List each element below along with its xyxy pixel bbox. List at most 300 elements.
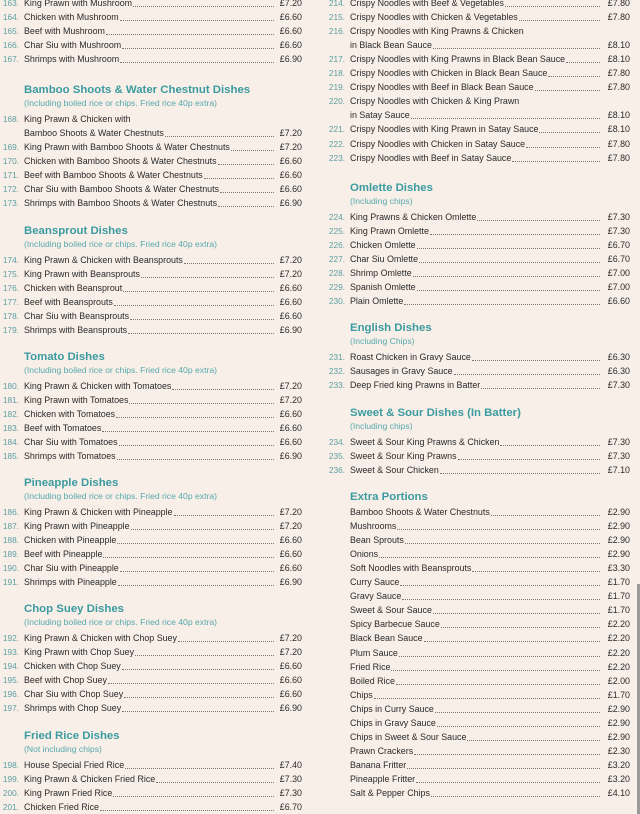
dot-leader (435, 712, 600, 713)
item-number: 172. (2, 184, 19, 195)
section-subtitle: (Including boiled rice or chips. Fried rice 40p extra) (24, 98, 217, 108)
item-price: £2.30 (607, 745, 630, 756)
item-name: Shrimps with Tomatoes (24, 451, 116, 462)
item-number: 225. (328, 226, 345, 237)
menu-item (0, 421, 302, 435)
menu-item (326, 38, 630, 52)
dot-leader (472, 571, 600, 572)
menu-item (326, 266, 630, 280)
item-name: Crispy Noodles with Chicken in Black Bean Sauce (350, 68, 548, 79)
menu-item (0, 168, 302, 182)
dot-leader (122, 48, 274, 49)
dot-leader (135, 655, 274, 656)
item-number: 218. (328, 68, 345, 79)
item-price: £6.90 (279, 325, 302, 336)
item-number: 184. (2, 437, 19, 448)
item-price: £6.60 (279, 40, 302, 51)
item-name: Banana Fritter (350, 759, 407, 770)
dot-leader (100, 810, 274, 811)
menu-item (0, 154, 302, 168)
item-price: £6.60 (279, 535, 302, 546)
menu-item (0, 687, 302, 701)
item-name: Chicken Omlette (350, 240, 416, 251)
menu-item (326, 378, 630, 392)
menu-item (326, 108, 630, 122)
item-name: Char Siu Omlette (350, 254, 419, 265)
item-name: Chips in Sweet & Sour Sauce (350, 731, 467, 742)
item-number: 186. (2, 507, 19, 517)
item-price: £7.30 (607, 226, 630, 237)
item-number: 179. (2, 325, 19, 336)
item-price: £7.20 (279, 142, 302, 153)
section-title: English Dishes (350, 322, 432, 334)
item-price: £6.60 (279, 170, 302, 181)
item-number: 215. (328, 12, 345, 23)
dot-leader (437, 726, 600, 727)
dot-leader (467, 740, 600, 741)
dot-leader (129, 403, 274, 404)
menu-item (0, 10, 302, 24)
dot-leader (526, 147, 600, 148)
item-number: 175. (2, 269, 19, 280)
item-name: Bamboo Shoots & Water Chestnuts (24, 128, 164, 139)
dot-leader (172, 389, 274, 390)
dot-leader (122, 669, 274, 670)
item-name: King Prawn with Mushroom (24, 0, 133, 8)
item-price: £7.30 (279, 788, 302, 799)
section-subtitle: (Including boiled rice or chips. Fried rice 40p extra) (24, 617, 217, 627)
menu-item (0, 0, 302, 10)
item-number: 166. (2, 40, 19, 51)
dot-leader (535, 90, 600, 91)
dot-leader (184, 263, 274, 264)
item-price: £1.70 (607, 591, 630, 602)
item-name: Prawn Crackers (350, 745, 414, 756)
dot-leader (433, 48, 600, 49)
menu-item (0, 38, 302, 52)
menu-item (326, 463, 630, 477)
item-price: £7.00 (607, 268, 630, 279)
dot-leader (424, 641, 600, 642)
item-number: 219. (328, 82, 345, 93)
dot-leader (117, 543, 274, 544)
item-price: £6.70 (607, 240, 630, 251)
dot-leader (128, 333, 274, 334)
dot-leader (133, 6, 274, 7)
dot-leader (156, 782, 274, 783)
item-number: 189. (2, 549, 19, 560)
item-price: £2.20 (607, 633, 630, 644)
dot-leader (131, 529, 274, 530)
item-number: 181. (2, 395, 19, 406)
dot-leader (118, 585, 274, 586)
item-name: Chicken with Bamboo Shoots & Water Chestnuts (24, 156, 217, 167)
dot-leader (113, 796, 274, 797)
dot-leader (402, 599, 600, 600)
item-price: £3.20 (607, 773, 630, 784)
item-name: Crispy Noodles with Beef in Satay Sauce (350, 152, 512, 163)
dot-leader (218, 164, 274, 165)
item-price: £6.60 (279, 675, 302, 686)
item-price: £8.10 (607, 40, 630, 51)
item-price: £6.90 (279, 703, 302, 714)
item-name: Black Bean Sauce (350, 633, 423, 644)
item-price: £7.20 (279, 507, 302, 517)
item-number: 234. (328, 437, 345, 447)
menu-item (326, 547, 630, 561)
dot-leader (116, 417, 274, 418)
dot-leader (419, 262, 600, 263)
item-price: £7.30 (607, 451, 630, 462)
menu-item (0, 196, 302, 210)
dot-leader (454, 374, 600, 375)
item-name: King Prawn with Tomatoes (24, 395, 129, 406)
item-name: King Prawn with Beansprouts (24, 269, 140, 280)
item-name: Crispy Noodles with Chicken & King Prawn (350, 96, 520, 107)
section-title: Tomato Dishes (24, 351, 105, 363)
item-price: £6.60 (279, 423, 302, 434)
menu-item (326, 688, 630, 702)
section-title: Sweet & Sour Dishes (In Batter) (350, 407, 521, 419)
menu-item (326, 744, 630, 758)
item-name: in Black Bean Sauce (350, 40, 432, 51)
menu-item (326, 0, 630, 10)
menu-item (0, 561, 302, 575)
item-price: £7.80 (607, 82, 630, 93)
dot-leader (458, 459, 600, 460)
menu-item (326, 758, 630, 772)
dot-leader (413, 276, 600, 277)
item-name: Shrimps with Chop Suey (24, 703, 122, 714)
item-name: Chicken with Tomatoes (24, 409, 116, 420)
menu-item (326, 646, 630, 660)
menu-item (0, 393, 302, 407)
menu-item (0, 435, 302, 449)
item-price: £2.90 (607, 521, 630, 532)
item-name: Char Siu with Chop Suey (24, 689, 124, 700)
menu-item (326, 24, 630, 38)
item-number: 235. (328, 451, 345, 462)
item-name: Beef with Pineapple (24, 549, 103, 560)
item-name: Char Siu with Tomatoes (24, 437, 118, 448)
item-price: £2.90 (607, 507, 630, 517)
item-number: 214. (328, 0, 345, 8)
menu-item (0, 24, 302, 38)
dot-leader (379, 557, 600, 558)
dot-leader (477, 220, 600, 221)
item-price: £7.00 (607, 282, 630, 293)
menu-item (326, 589, 630, 603)
item-name: Shrimps with Beansprouts (24, 325, 128, 336)
dot-leader (123, 291, 274, 292)
dot-leader (119, 445, 274, 446)
item-number: 188. (2, 535, 19, 546)
item-price: £6.60 (279, 283, 302, 294)
item-number: 168. (2, 114, 19, 124)
item-name: King Prawn Fried Rice (24, 788, 113, 799)
menu-item (0, 112, 302, 126)
dot-leader (218, 206, 274, 207)
item-name: Curry Sauce (350, 577, 400, 588)
item-name: Spicy Barbecue Sauce (350, 619, 440, 630)
item-name: Chicken Fried Rice (24, 802, 99, 813)
item-number: 229. (328, 282, 345, 293)
menu-item (0, 126, 302, 140)
item-price: £2.20 (607, 647, 630, 658)
item-number: 167. (2, 54, 19, 65)
item-price: £6.60 (279, 311, 302, 322)
item-price: £6.90 (279, 198, 302, 209)
item-number: 227. (328, 254, 345, 265)
item-price: £7.20 (279, 381, 302, 391)
item-price: £6.60 (279, 563, 302, 574)
menu-item (326, 561, 630, 575)
item-name: Shrimps with Pineapple (24, 577, 117, 588)
item-price: £2.90 (607, 731, 630, 742)
item-name: Sweet & Sour King Prawns (350, 451, 457, 462)
item-name: Bamboo Shoots & Water Chestnuts (350, 507, 490, 517)
dot-leader (124, 697, 274, 698)
item-name: Beef with Bamboo Shoots & Water Chestnuts (24, 170, 203, 181)
dot-leader (165, 136, 274, 137)
dot-leader (500, 445, 600, 446)
menu-item (326, 449, 630, 463)
item-number: 224. (328, 212, 345, 222)
item-number: 200. (2, 788, 19, 799)
item-price: £6.90 (279, 451, 302, 462)
item-number: 193. (2, 647, 19, 658)
item-number: 216. (328, 26, 345, 37)
item-name: King Prawn with Bamboo Shoots & Water Chestnuts (24, 142, 230, 153)
dot-leader (120, 571, 274, 572)
item-number: 195. (2, 675, 19, 686)
dot-leader (174, 515, 274, 516)
dot-leader (122, 711, 274, 712)
dot-leader (411, 118, 600, 119)
dot-leader (417, 290, 600, 291)
section-subtitle: (Including boiled rice or chips. Fried rice 40p extra) (24, 365, 217, 375)
item-number: 232. (328, 366, 345, 377)
item-number: 169. (2, 142, 19, 153)
section-title: Extra Portions (350, 491, 428, 503)
item-price: £1.70 (607, 605, 630, 616)
menu-item (0, 645, 302, 659)
menu-item (326, 631, 630, 645)
item-price: £2.90 (607, 535, 630, 546)
item-number: 222. (328, 138, 345, 149)
item-price: £6.60 (279, 297, 302, 308)
item-price: £7.80 (607, 12, 630, 23)
dot-leader (374, 698, 600, 699)
item-number: 170. (2, 156, 19, 167)
item-price: £6.90 (279, 54, 302, 65)
menu-item (0, 140, 302, 154)
item-number: 176. (2, 283, 19, 294)
item-price: £7.30 (279, 774, 302, 785)
section-subtitle: (Including chips) (350, 421, 413, 431)
item-number: 217. (328, 54, 345, 65)
item-price: £7.20 (279, 255, 302, 265)
section-subtitle: (Including boiled rice or chips. Fried rice 40p extra) (24, 491, 217, 501)
dot-leader (396, 684, 600, 685)
item-name: Crispy Noodles with King Prawn in Satay Sauce (350, 124, 539, 135)
item-name: Shrimps with Mushroom (24, 54, 120, 65)
menu-item (326, 364, 630, 378)
item-price: £7.80 (607, 138, 630, 149)
item-number: 178. (2, 311, 19, 322)
item-number: 196. (2, 689, 19, 700)
item-name: Spanish Omlette (350, 282, 416, 293)
menu-item (0, 281, 302, 295)
menu-item (326, 238, 630, 252)
menu-item (326, 80, 630, 94)
menu-item (326, 280, 630, 294)
dot-leader (391, 670, 600, 671)
item-name: Gravy Sauce (350, 591, 402, 602)
item-name: Chicken with Pineapple (24, 535, 117, 546)
dot-leader (491, 515, 600, 516)
dot-leader (404, 304, 600, 305)
item-price: £2.20 (607, 661, 630, 672)
item-price: £7.20 (279, 395, 302, 406)
dot-leader (220, 192, 274, 193)
menu-item (0, 407, 302, 421)
dot-leader (397, 529, 600, 530)
section-title: Fried Rice Dishes (24, 730, 120, 742)
menu-item (0, 786, 302, 800)
item-number: 236. (328, 465, 345, 476)
menu-item (0, 295, 302, 309)
menu-item (0, 267, 302, 281)
item-price: £2.90 (607, 717, 630, 728)
menu-item (326, 786, 630, 800)
menu-item (0, 309, 302, 323)
menu-item (0, 800, 302, 814)
item-price: £8.10 (607, 54, 630, 65)
dot-leader (519, 20, 600, 21)
item-number: 190. (2, 563, 19, 574)
item-price: £7.80 (607, 68, 630, 79)
dot-leader (440, 473, 600, 474)
item-price: £2.00 (607, 675, 630, 686)
item-price: £6.60 (279, 26, 302, 37)
item-name: Crispy Noodles with Chicken in Satay Sauce (350, 138, 526, 149)
item-name: King Prawn & Chicken with Pineapple (24, 507, 173, 517)
item-name: Pineapple Fritter (350, 773, 416, 784)
menu-item (326, 702, 630, 716)
menu-item (326, 252, 630, 266)
dot-leader (130, 319, 274, 320)
item-price: £6.60 (279, 156, 302, 167)
menu-item (326, 603, 630, 617)
item-name: Deep Fried king Prawns in Batter (350, 380, 481, 391)
item-name: House Special Fried Rice (24, 760, 125, 770)
item-price: £6.70 (607, 254, 630, 265)
item-name: Salt & Pepper Chips (350, 788, 430, 798)
menu-item (326, 151, 630, 165)
dot-leader (141, 277, 274, 278)
item-name: Sweet & Sour King Prawns & Chicken (350, 437, 500, 447)
item-name: Crispy Noodles with King Prawns in Black Bean Sauce (350, 54, 566, 65)
menu-item (0, 701, 302, 715)
item-price: £6.60 (279, 661, 302, 672)
menu-item (326, 10, 630, 24)
item-name: Bean Sprouts (350, 535, 404, 546)
item-number: 185. (2, 451, 19, 462)
item-name: King Prawn & Chicken with (24, 114, 131, 124)
item-name: Beef with Mushroom (24, 26, 105, 37)
dot-leader (472, 360, 600, 361)
item-number: 163. (2, 0, 19, 8)
item-name: Onions (350, 549, 379, 560)
item-price: £7.20 (279, 647, 302, 658)
item-name: Chips in Gravy Sauce (350, 717, 436, 728)
item-price: £4.10 (607, 788, 630, 798)
item-number: 228. (328, 268, 345, 279)
menu-item (326, 730, 630, 744)
item-name: Boiled Rice (350, 675, 395, 686)
dot-leader (120, 20, 274, 21)
item-number: 182. (2, 409, 19, 420)
item-number: 199. (2, 774, 19, 785)
item-name: Plum Sauce (350, 647, 398, 658)
menu-item (0, 323, 302, 337)
item-name: King Prawn & Chicken with Tomatoes (24, 381, 172, 391)
item-name: Char Siu with Mushroom (24, 40, 122, 51)
menu-item (326, 660, 630, 674)
item-price: £7.20 (279, 633, 302, 643)
dot-leader (103, 557, 274, 558)
item-price: £7.20 (279, 521, 302, 532)
item-number: 180. (2, 381, 19, 391)
item-price: £6.60 (279, 689, 302, 700)
section-title: Chop Suey Dishes (24, 603, 125, 615)
item-price: £6.30 (607, 352, 630, 362)
dot-leader (399, 656, 600, 657)
item-price: £7.30 (607, 380, 630, 391)
dot-leader (102, 431, 274, 432)
item-price: £1.70 (607, 577, 630, 588)
item-price: £1.70 (607, 689, 630, 700)
dot-leader (204, 178, 274, 179)
item-number: 198. (2, 760, 19, 770)
item-name: Chips in Curry Sauce (350, 703, 434, 714)
item-name: King Prawn & Chicken with Chop Suey (24, 633, 177, 643)
dot-leader (114, 305, 274, 306)
item-number: 194. (2, 661, 19, 672)
menu-item (0, 253, 302, 267)
item-price: £7.30 (607, 212, 630, 222)
item-name: Sweet & Sour Sauce (350, 605, 432, 616)
item-name: Soft Noodles with Beansprouts (350, 563, 472, 574)
menu-item (0, 519, 302, 533)
item-price: £6.90 (279, 577, 302, 588)
item-number: 191. (2, 577, 19, 588)
menu-item (326, 66, 630, 80)
menu-item (0, 673, 302, 687)
section-title: Bamboo Shoots & Water Chestnut Dishes (24, 84, 251, 96)
menu-item (326, 294, 630, 308)
item-price: £6.60 (279, 184, 302, 195)
item-name: in Satay Sauce (350, 110, 410, 121)
item-name: Chicken with Mushroom (24, 12, 119, 23)
menu-item (326, 350, 630, 364)
item-price: £6.60 (279, 409, 302, 420)
menu-item (326, 575, 630, 589)
dot-leader (431, 796, 600, 797)
item-number: 233. (328, 380, 345, 391)
item-number: 223. (328, 152, 345, 163)
